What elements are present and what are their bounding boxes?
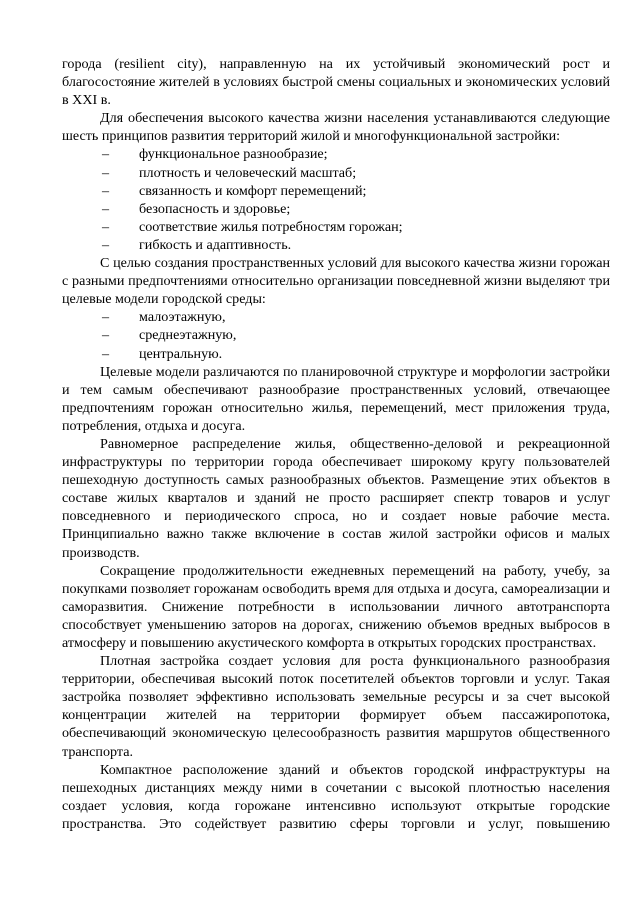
dash-marker: – <box>102 146 110 163</box>
list-item <box>62 182 610 200</box>
dash-marker: – <box>102 309 110 326</box>
paragraph-principles-lead: Для обеспечения высокого качества жизни населения устанавливаются следующие шесть принципов развития территорий жилой и многофункциональной застройки: <box>62 110 610 145</box>
list-item-text: безопасность и здоровье; <box>139 200 291 217</box>
list-item <box>62 326 610 344</box>
paragraph-density: Плотная застройка создает условия для роста функционального разнообразия территории, обеспечивая высокий поток посетителей объектов торговли и услуг. Такая застройка позволяет эффективно использовать земельные ресурсы и за счет высокой концентрации жителей на территории формирует объем пассажиропотока, обеспечивающий экономическую целесообразность развития маршрутов общественного транспорта. <box>62 653 610 760</box>
list-item <box>62 164 610 182</box>
list-item <box>62 236 610 254</box>
principles-list <box>62 145 610 254</box>
dash-marker: – <box>102 327 110 344</box>
list-item-text: плотность и человеческий масштаб; <box>139 164 357 181</box>
list-item-text: гибкость и адаптивность. <box>139 236 292 253</box>
dash-marker: – <box>102 345 110 362</box>
list-item-text: центральную. <box>139 345 223 362</box>
list-item <box>62 200 610 218</box>
paragraph-models-difference: Целевые модели различаются по планировочной структуре и морфологии застройки и тем самым обеспечивают разнообразие пространственных условий, отвечающее предпочтениям горожан относительно жилья, перемещений, мест приложения труда, потребления, отдыха и досуга. <box>62 363 610 434</box>
dash-marker: – <box>102 218 110 235</box>
dash-marker: – <box>102 236 110 253</box>
paragraph-intro: города (resilient city), направленную на их устойчивый экономический рост и благосостояние жителей в условиях быстрой смены социальных и экономических условий в XXI в. <box>62 56 610 109</box>
list-item <box>62 345 610 363</box>
paragraph-models-lead: С целью создания пространственных условий для высокого качества жизни горожан с разными предпочтениями относительно организации повседневной жизни выделяют три целевые модели городской среды: <box>62 255 610 308</box>
paragraph-distribution: Равномерное распределение жилья, общественно-деловой и рекреационной инфраструктуры по территории города обеспечивает широкому кругу пользователей пешеходную доступность самых разнообразных объектов. Размещение этих объектов в составе жилых кварталов и зданий не просто расширяет спектр товаров и услуг повседневного и периодического спроса, но и создает новые рабочие места. Принципиально важно также включение в состав жилой застройки офисов и малых производств. <box>62 435 610 561</box>
dash-marker: – <box>102 164 110 181</box>
paragraph-compact: Компактное расположение зданий и объектов городской инфраструктуры на пешеходных дистанциях между ними в сочетании с высокой плотностью населения создает условия, когда горожане интенсивно используют открытые городские пространства. Это содействует развитию сферы торговли и услуг, повышению <box>62 761 610 832</box>
list-item <box>62 145 610 163</box>
list-item <box>62 308 610 326</box>
dash-marker: – <box>102 200 110 217</box>
paragraph-commute: Сокращение продолжительности ежедневных перемещений на работу, учебу, за покупками позволяет горожанам освободить время для отдыха и досуга, самореализации и саморазвития. Снижение потребности в использовании личного автотранспорта способствует уменьшению заторов на дорогах, снижению объемов вредных выбросов в атмосферу и повышению акустического комфорта в открытых городских пространствах. <box>62 562 610 651</box>
list-item-text: среднеэтажную, <box>139 327 237 344</box>
dash-marker: – <box>102 182 110 199</box>
list-item-text: функциональное разнообразие; <box>139 146 328 163</box>
list-item-text: соответствие жилья потребностям горожан; <box>139 218 403 235</box>
document-page <box>62 55 610 833</box>
models-list <box>62 308 610 362</box>
list-item-text: малоэтажную, <box>139 309 226 326</box>
list-item <box>62 218 610 236</box>
list-item-text: связанность и комфорт перемещений; <box>139 182 367 199</box>
